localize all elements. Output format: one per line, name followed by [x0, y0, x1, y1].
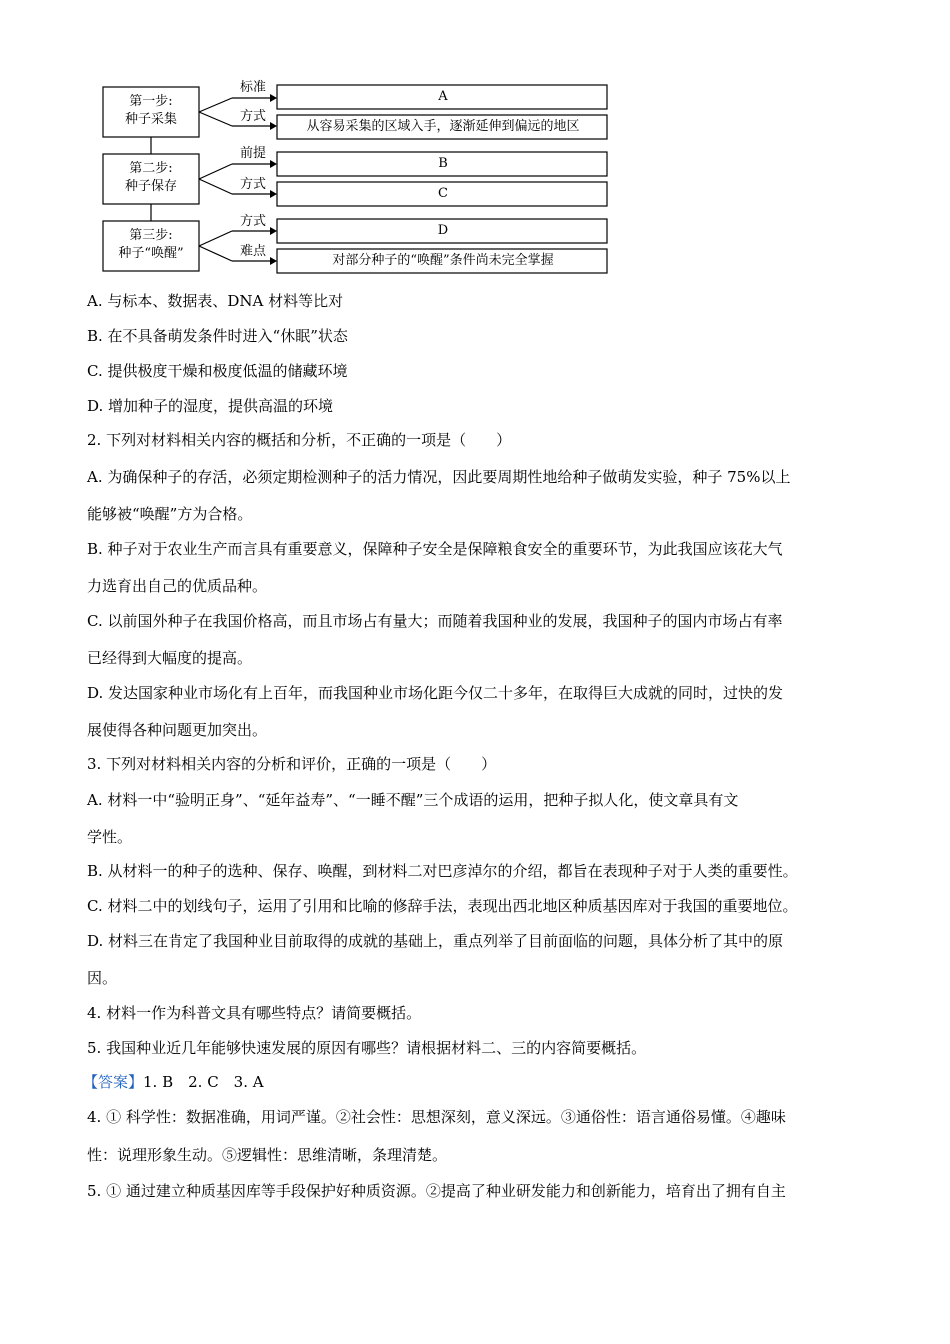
- step-1: [104, 93, 198, 129]
- step-3-line2: 种子“唤醒”: [118, 246, 184, 261]
- step-2-line1: 第二步:: [129, 161, 173, 176]
- box-text-d: D: [437, 223, 449, 238]
- answer-4-line2: 性：说理形象生动。⑤逻辑性：思维清晰，条理清楚。: [87, 1146, 448, 1164]
- box-text-method-1: 从容易采集的区域入手，逐渐延伸到偏远的地区: [306, 119, 580, 134]
- answer-5-line1: 5. ① 通过建立种质基因库等手段保护好种质资源。②提高了种业研发能力和创新能力，培育出了拥有自主: [87, 1182, 786, 1200]
- step-1-line1: 第一步:: [129, 94, 173, 109]
- q2-option-b-line1: B. 种子对于农业生产而言具有重要意义，保障种子安全是保障粮食安全的重要环节，为此我国应该花大气: [87, 540, 783, 558]
- q2-option-d-line1: D. 发达国家种业市场化有上百年，而我国种业市场化距今仅二十多年，在取得巨大成就的同时，过快的发: [87, 684, 784, 702]
- q2-option-a-line2: 能够被“唤醒”方为合格。: [87, 505, 253, 523]
- question-3: 3. 下列对材料相关内容的分析和评价，正确的一项是（ ）: [87, 755, 497, 773]
- option-d-q1: D. 增加种子的湿度，提供高温的环境: [87, 397, 334, 415]
- box-text-c: C: [438, 186, 448, 201]
- answer-4-line1: 4. ① 科学性：数据准确，用词严谨。②社会性：思想深刻，意义深远。③通俗性：语言通俗易懂。④趣味: [87, 1108, 786, 1126]
- question-5: 5. 我国种业近几年能够快速发展的原因有哪些？请根据材料二、三的内容简要概括。: [87, 1039, 647, 1057]
- q3-option-d-line2: 因。: [87, 969, 118, 987]
- step-2: [104, 160, 198, 196]
- q2-option-a-line1: A. 为确保种子的存活，必须定期检测种子的活力情况，因此要周期性地给种子做萌发实验，种子 75%以上: [87, 468, 791, 486]
- question-2: 2. 下列对材料相关内容的概括和分析，不正确的一项是（ ）: [87, 431, 512, 449]
- q2-option-b-line2: 力选育出自己的优质品种。: [87, 577, 268, 595]
- option-b-q1: B. 在不具备萌发条件时进入“休眠”状态: [87, 327, 348, 345]
- connector-label-premise: 前提: [239, 146, 266, 161]
- box-text-a: A: [438, 89, 448, 104]
- question-4: 4. 材料一作为科普文具有哪些特点？请简要概括。: [87, 1004, 422, 1022]
- connector-label-difficulty: 难点: [239, 244, 266, 259]
- box-text-b: B: [438, 156, 448, 171]
- connector-label-method-2: 方式: [239, 177, 266, 192]
- step-3-line1: 第三步:: [129, 228, 173, 243]
- step-1-line2: 种子采集: [124, 112, 177, 127]
- q3-option-c: C. 材料二中的划线句子，运用了引用和比喻的修辞手法，表现出西北地区种质基因库对于我国的重要地位。: [87, 897, 798, 915]
- option-a-q1: A. 与标本、数据表、DNA 材料等比对: [87, 292, 344, 310]
- box-text-difficulty: 对部分种子的“唤醒”条件尚未完全掌握: [332, 253, 554, 268]
- answer-line: [83, 1072, 264, 1092]
- q2-option-d-line2: 展使得各种问题更加突出。: [87, 721, 268, 739]
- flow-diagram: [102, 78, 612, 278]
- connector-label-standard: 标准: [239, 80, 266, 95]
- q2-option-c-line2: 已经得到大幅度的提高。: [87, 649, 253, 667]
- q3-option-b: B. 从材料一的种子的选种、保存、唤醒，到材料二对巴彦淖尔的介绍，都旨在表现种子对于人类的重要性。: [87, 862, 798, 880]
- q3-option-d-line1: D. 材料三在肯定了我国种业目前取得的成就的基础上，重点列举了目前面临的问题，具体分析了其中的原: [87, 932, 784, 950]
- answer-choices: 1. B 2. C 3. A: [143, 1073, 264, 1091]
- connector-label-method-3: 方式: [239, 214, 266, 229]
- q3-option-a-line2: 学性。: [87, 828, 133, 846]
- step-2-line2: 种子保存: [124, 179, 177, 194]
- q3-option-a-line1: A. 材料一中“验明正身”、“延年益寿”、“一睡不醒”三个成语的运用，把种子拟人化，使文章具有文: [87, 791, 739, 809]
- answer-tag: 【答案】: [83, 1073, 144, 1091]
- step-3: [104, 227, 198, 263]
- option-c-q1: C. 提供极度干燥和极度低温的储藏环境: [87, 362, 348, 380]
- q2-option-c-line1: C. 以前国外种子在我国价格高，而且市场占有量大；而随着我国种业的发展，我国种子的国内市场占有率: [87, 612, 783, 630]
- connector-label-method-1: 方式: [239, 109, 266, 124]
